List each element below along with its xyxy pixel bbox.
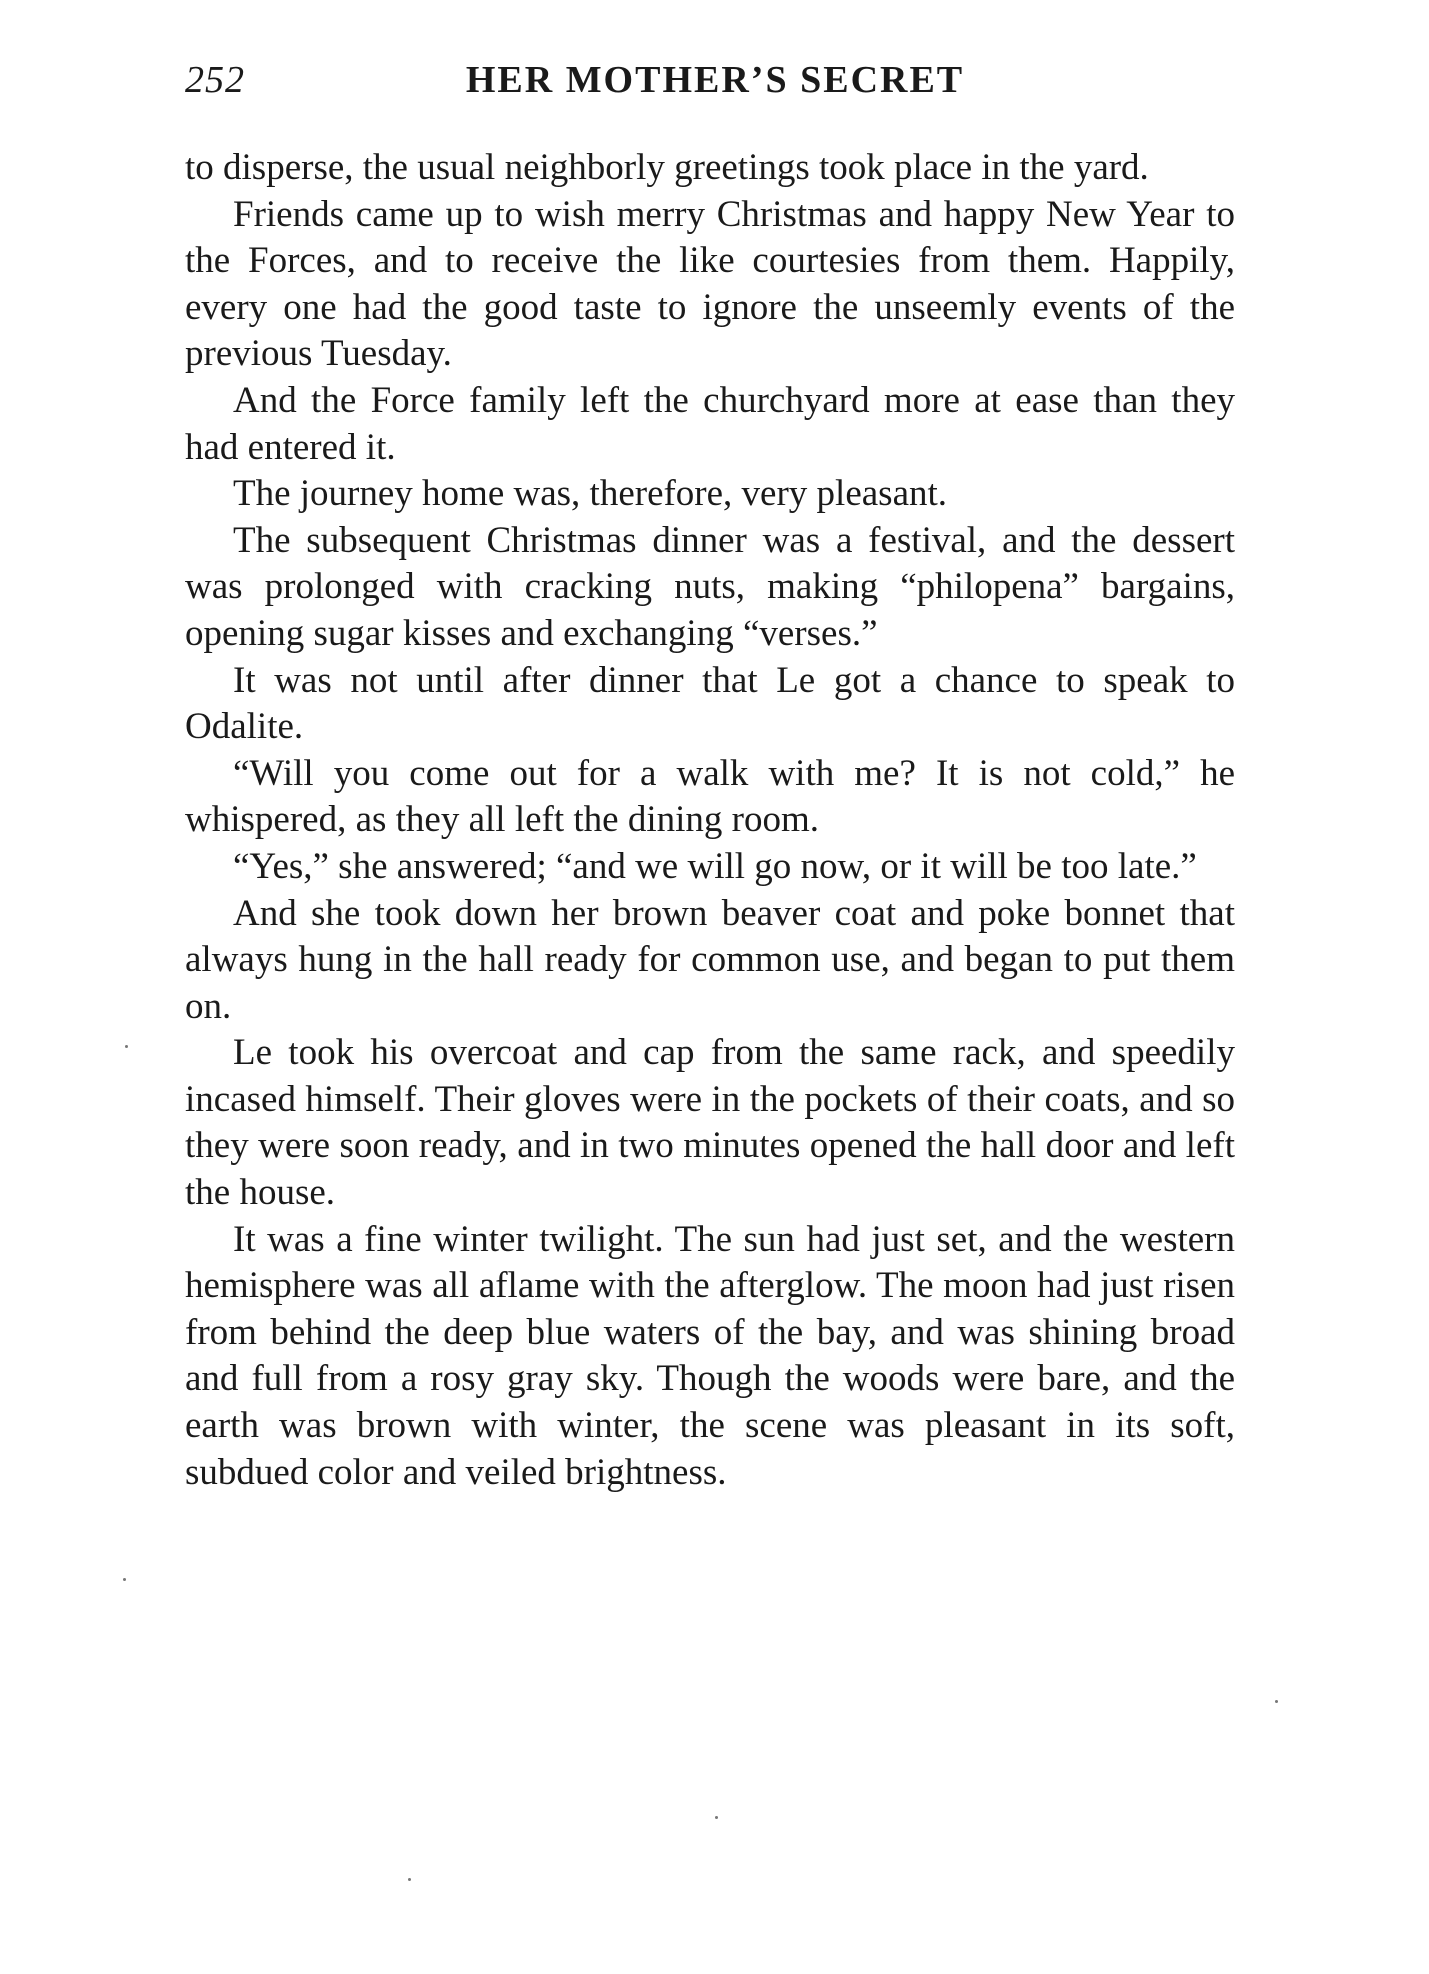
paper-speck	[1275, 1700, 1278, 1703]
paragraph: “Will you come out for a walk with me? It is not cold,” he whispered, as they all left the dining room.	[185, 752, 1235, 841]
paragraph: Friends came up to wish merry Christmas and happy New Year to the Forces, and to receive the like courtesies from them. Happily, every one had the good taste to ignore the unseemly events of the previous Tuesday.	[185, 193, 1235, 375]
paragraph: to disperse, the usual neighborly greetings took place in the yard.	[185, 147, 1149, 188]
paragraph: And the Force family left the churchyard more at ease than they had entered it.	[185, 379, 1235, 468]
body-text	[185, 145, 1235, 1496]
paragraph: It was not until after dinner that Le got a chance to speak to Odalite.	[185, 659, 1235, 748]
paper-speck	[123, 1578, 126, 1581]
paragraph: “Yes,” she answered; “and we will go now, or it will be too late.”	[233, 845, 1197, 887]
paragraph: The journey home was, therefore, very pleasant.	[233, 473, 948, 515]
running-title: HER MOTHER’S SECRET	[465, 59, 965, 101]
page-number: 252	[185, 59, 245, 101]
paper-speck	[125, 1045, 128, 1048]
paper-speck	[408, 1878, 411, 1881]
paragraph: And she took down her brown beaver coat and poke bonnet that always hung in the hall ready for common use, and began to put them on.	[185, 892, 1235, 1027]
paper-speck	[715, 1816, 718, 1819]
paragraph: Le took his overcoat and cap from the same rack, and speedily incased himself. Their gloves were in the pockets of their coats, and so they were soon ready, and in two minutes opened the hall door and left the house.	[185, 1032, 1235, 1214]
paragraph: The subsequent Christmas dinner was a festival, and the dessert was prolonged with cracking nuts, making “philopena” bargains, opening sugar kisses and exchanging “verses.”	[185, 519, 1235, 654]
page-header	[185, 58, 1245, 110]
paragraph: It was a fine winter twilight. The sun had just set, and the western hemisphere was all aflame with the afterglow. The moon had just risen from behind the deep blue waters of the bay, and was shining broad and full from a rosy gray sky. Though the woods were bare, and the earth was brown with winter, the scene was pleasant in its soft, subdued color and veiled brightness.	[185, 1218, 1235, 1493]
